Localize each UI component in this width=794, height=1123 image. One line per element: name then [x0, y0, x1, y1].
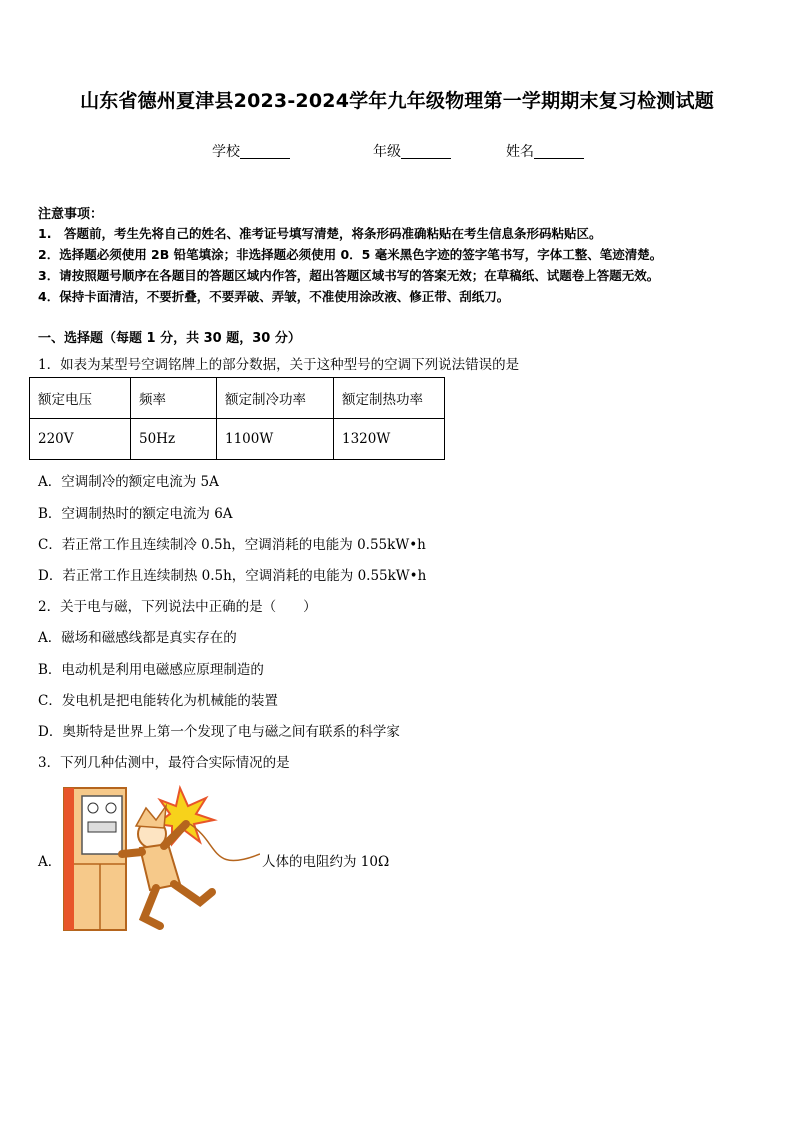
spec-table [29, 377, 445, 460]
table-cell: 50Hz [131, 419, 217, 460]
grade-label: 年级 [373, 144, 401, 160]
page-title: 山东省德州夏津县2023-2024学年九年级物理第一学期期末复习检测试题 [80, 90, 714, 112]
note-item: 1. 答题前，考生先将自己的姓名、准考证号填写清楚，将条形码准确粘贴在考生信息条形码粘贴区。 [38, 226, 602, 241]
option-d: D．奥斯特是世界上第一个发现了电与磁之间有联系的科学家 [38, 724, 400, 740]
hair-icon [136, 806, 166, 828]
option-a-label: A． [38, 854, 62, 870]
table-cell: 1320W [334, 419, 445, 460]
school-field [212, 141, 290, 161]
note-item: 4．保持卡面清洁，不要折叠，不要弄破、弄皱，不准使用涂改液、修正带、刮纸刀。 [38, 289, 510, 304]
option-a: A．磁场和磁感线都是真实存在的 [38, 630, 237, 646]
electric-shock-illustration [60, 784, 260, 934]
school-blank [240, 144, 290, 159]
table-header-cell: 额定制冷功率 [217, 378, 334, 419]
note-item: 3．请按照题号顺序在各题目的答题区域内作答，超出答题区域书写的答案无效；在草稿纸、试题卷上答题无效。 [38, 268, 660, 283]
table-row [30, 419, 445, 460]
grade-blank [401, 144, 451, 159]
option-b: B．空调制热时的额定电流为 6A [38, 506, 233, 522]
person-leg [144, 888, 160, 926]
question-3-stem: 3．下列几种估测中，最符合实际情况的是 [38, 755, 290, 771]
table-cell: 1100W [217, 419, 334, 460]
note-item: 2．选择题必须使用 2B 铅笔填涂；非选择题必须使用 0．5 毫米黑色字迹的签字笔书写，字体工整、笔迹清楚。 [38, 247, 663, 262]
cabinet-side [64, 788, 74, 930]
dial-icon [106, 803, 116, 813]
option-a: A．空调制冷的额定电流为 5A [38, 474, 219, 490]
grade-field [373, 141, 451, 161]
option-a-text: 人体的电阻约为 10Ω [262, 854, 390, 870]
person-leg [174, 884, 212, 902]
option-b: B．电动机是利用电磁感应原理制造的 [38, 662, 264, 678]
school-label: 学校 [212, 144, 240, 160]
name-blank [534, 144, 584, 159]
question-2-stem: 2．关于电与磁，下列说法中正确的是（ ） [38, 599, 317, 615]
table-header-cell: 额定制热功率 [334, 378, 445, 419]
name-label: 姓名 [506, 144, 534, 160]
section-title: 一、选择题（每题 1 分，共 30 题，30 分） [38, 331, 301, 346]
question-1-stem: 1．如表为某型号空调铭牌上的部分数据，关于这种型号的空调下列说法错误的是 [38, 357, 520, 373]
option-c: C．发电机是把电能转化为机械能的装置 [38, 693, 278, 709]
table-cell: 220V [30, 419, 131, 460]
table-header-row [30, 378, 445, 419]
option-c: C．若正常工作且连续制冷 0.5h，空调消耗的电能为 0.55kW•h [38, 537, 426, 553]
dial-icon [88, 803, 98, 813]
person-arm [122, 852, 142, 854]
notes-heading: 注意事项： [38, 207, 104, 222]
switch-icon [88, 822, 116, 832]
table-header-cell: 频率 [131, 378, 217, 419]
name-field [506, 141, 584, 161]
option-d: D．若正常工作且连续制热 0.5h，空调消耗的电能为 0.55kW•h [38, 568, 427, 584]
table-header-cell: 额定电压 [30, 378, 131, 419]
